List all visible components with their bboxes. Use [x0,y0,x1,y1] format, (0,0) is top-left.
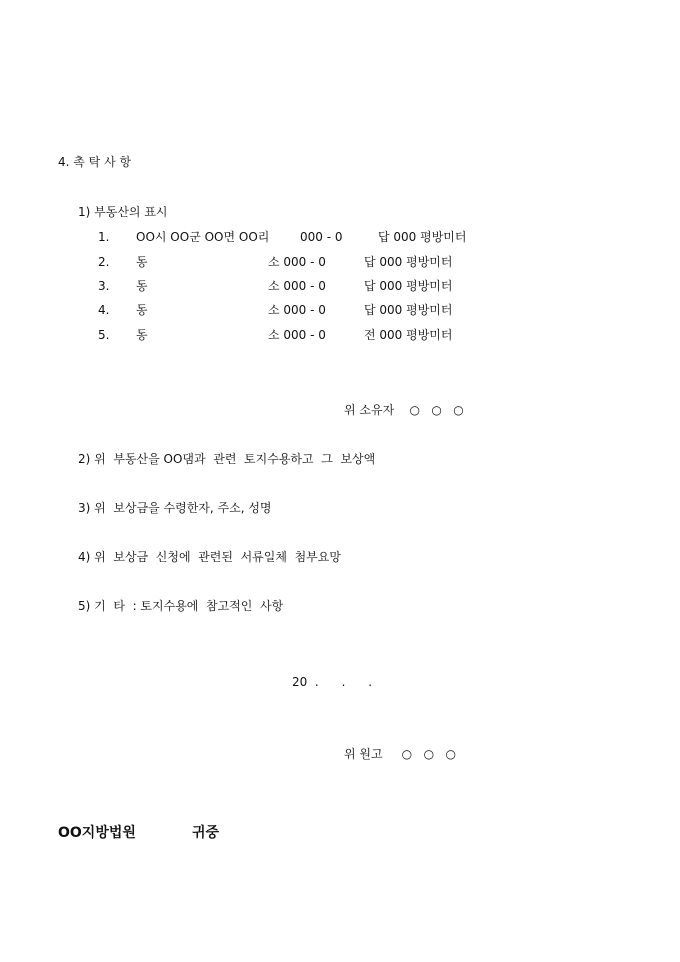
row-number: 1. [98,230,110,244]
property-row [0,278,680,294]
row-area: 전 000 평방미터 [364,328,453,342]
signature-line: 위 원고 ○ ○ ○ [344,747,456,761]
row-area: 답 000 평방미터 [364,303,453,317]
row-location: 동 [136,279,148,293]
property-title: 1) 부동산의 표시 [78,205,168,219]
section-heading: 4. 촉 탁 사 항 [58,155,132,169]
row-number: 2. [98,255,110,269]
row-number: 4. [98,303,110,317]
row-lot: 소 000 - 0 [268,279,326,293]
row-area: 답 000 평방미터 [378,230,467,244]
row-area: 답 000 평방미터 [364,255,453,269]
item-other: 5) 기 타 : 토지수용에 참고적인 사항 [78,599,284,613]
property-row [0,229,680,245]
row-lot: 소 000 - 0 [268,255,326,269]
row-lot: 000 - 0 [300,230,343,244]
honorific: 귀중 [192,825,220,841]
owner-line: 위 소유자 ○ ○ ○ [344,403,464,417]
property-row [0,327,680,343]
row-location: 동 [136,303,148,317]
property-row [0,302,680,318]
row-number: 5. [98,328,110,342]
row-location: 동 [136,255,148,269]
row-location: OO시 OO군 OO면 OO리 [136,230,270,244]
court-name: OO지방법원 [58,825,136,841]
property-row [0,254,680,270]
row-location: 동 [136,328,148,342]
item-recipient: 3) 위 보상금을 수령한자, 주소, 성명 [78,501,272,515]
item-documents: 4) 위 보상금 신청에 관련된 서류일체 첨부요망 [78,550,341,564]
row-lot: 소 000 - 0 [268,328,326,342]
row-lot: 소 000 - 0 [268,303,326,317]
date-line: 20 . . . [292,675,373,689]
row-number: 3. [98,279,110,293]
row-area: 답 000 평방미터 [364,279,453,293]
item-compensation: 2) 위 부동산을 OO댐과 관련 토지수용하고 그 보상액 [78,452,376,466]
